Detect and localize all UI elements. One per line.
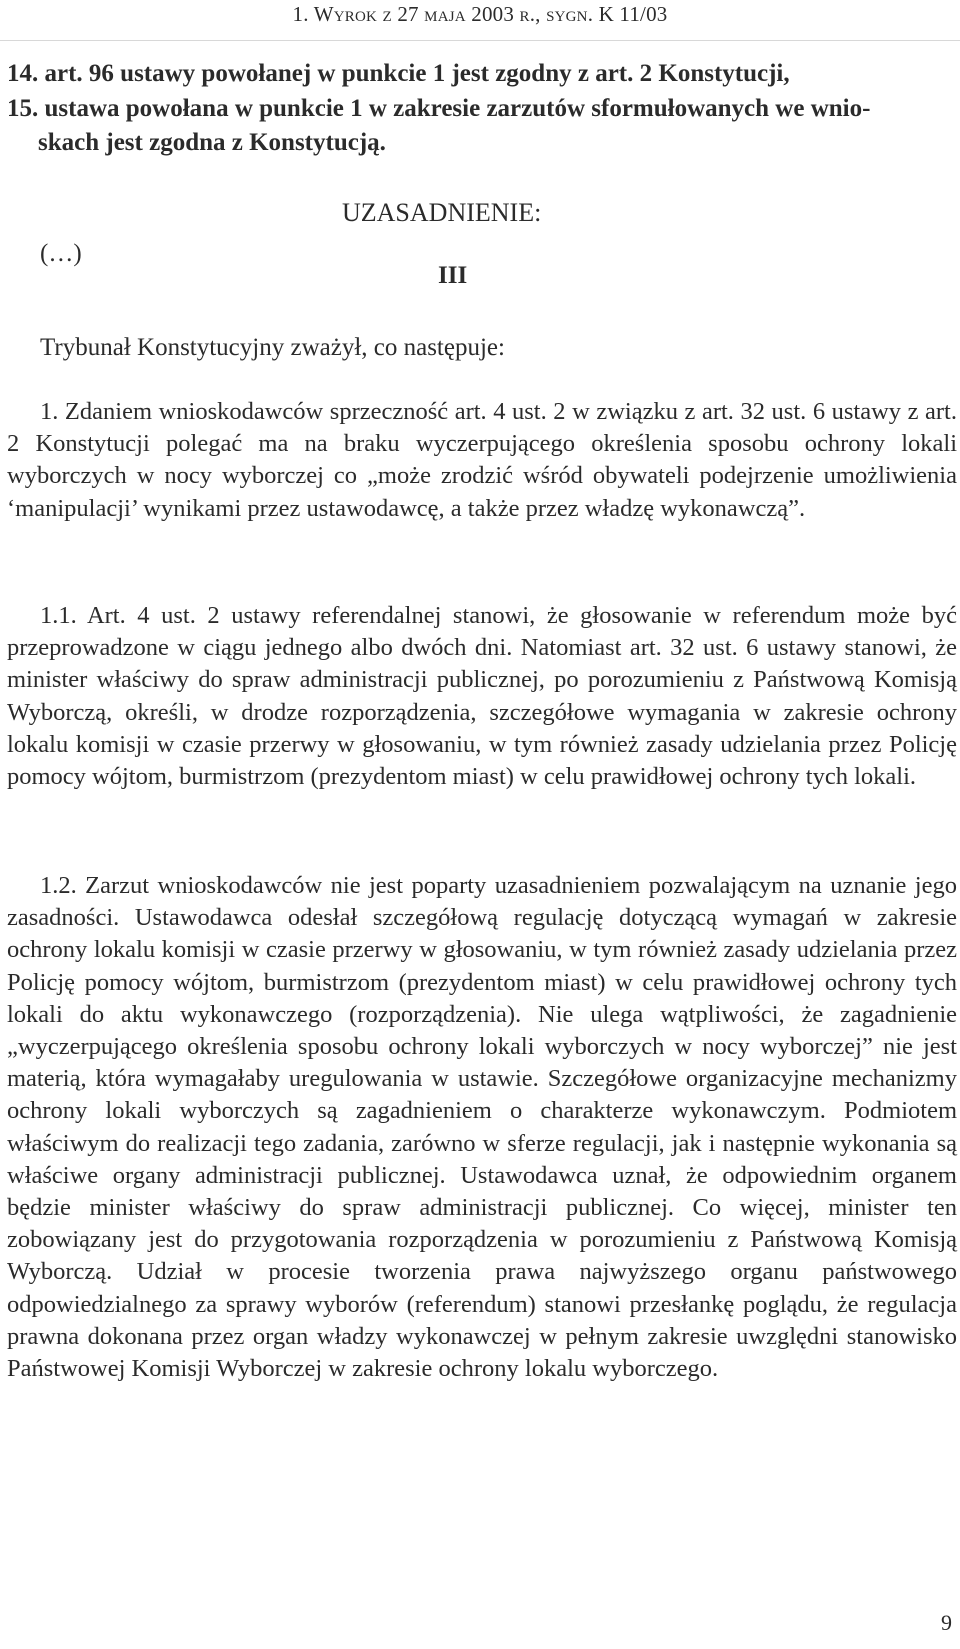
page-number: 9 [941,1610,952,1635]
section-number: III [438,262,468,289]
running-head: 1. Wyrok z 27 maja 2003 r., sygn. K 11/03 [292,2,668,26]
paragraph-1-1: 1.1. Art. 4 ust. 2 ustawy referendalnej stanowi, że głosowanie w referendum może być przeprowadzone w ciągu jednego albo dwóch dni. Natomiast art. 32 ust. 6 ustawy stanowi, że minister właściwy do spraw administracji publicznej, po porozumieniu z Państwową Komisją Wyborczą, określi, w drodze rozporządzenia, szczegółowe wymagania w zakresie ochrony lokalu komisji w czasie przerwy w głosowaniu, w tym również zasady udzielania przez Policję pomocy wójtom, burmistrzom (prezydentom miast) w celu prawidłowej ochrony tych lokali. [7,602,957,791]
intro-line: Trybunał Konstytucyjny zważył, co następuje: [40,334,505,361]
paragraph-1-2: 1.2. Zarzut wnioskodawców nie jest poparty uzasadnieniem pozwalającym na uznanie jego zasadności. Ustawodawca odesłał szczegółową regulację dotyczącą wymagań w zakresie ochrony lokalu komisji w czasie przerwy w głosowaniu, w tym również zasady udzielania przez Policję pomocy wójtom, burmistrzom (prezydentom miast) w celu prawidłowej ochrony tych lokali do aktu wykonawczego (rozporządzenia). Nie ulega wątpliwości, że zagadnienie „wyczerpującego określenia sposobu ochrony lokali wyborczych w nocy wyborczej” nie jest materią, która wymagałaby uregulowania w ustawie. Szczegółowe organizacyjne mechanizmy ochrony lokali wyborczych są zagadnieniem o charakterze wykonawczym. Podmiotem właściwym do realizacji tego zadania, zarówno w sferze regulacji, jak i następnie wykonania są właściwe organy administracji publicznej. Ustawodawca uznał, że odpowiednim organem będzie minister właściwy do spraw administracji publicznej. Co więcej, minister ten zobowiązany jest do przygotowania rozporządzenia w porozumieniu z Państwową Komisją Wyborczą. Udział w procesie tworzenia prawa najwyższego organu państwowego odpowiedzialnego za sprawy wyborów (referendum) stanowi przesłankę poglądu, że regulacja prawna dokonana przez organ władzy wykonawczej w pełnym zakresie uwzględni stanowisko Państwowej Komisji Wyborczej w zakresie ochrony lokalu wyborczego. [7,872,957,1383]
ruling-item-14: 14. art. 96 ustawy powołanej w punkcie 1 jest zgodny z art. 2 Konstytucji, [7,60,790,87]
header-divider [0,40,960,41]
paragraph-1: 1. Zdaniem wnioskodawców sprzeczność art. 4 ust. 2 w związku z art. 32 ust. 6 ustawy z art. 2 Konstytucji polegać ma na braku wyczerpującego określenia sposobu ochrony lokali wyborczych w nocy wyborczej co „może zrodzić wśród obywateli podejrzenie umożliwienia ‘manipulacji’ wynikami przez ustawodawcę, a także przez władzę wykonawczą”. [7,398,957,522]
omission-marker: (…) [40,240,82,267]
ruling-item-15-continuation: skach jest zgodna z Konstytucją. [38,129,386,156]
ruling-item-15: 15. ustawa powołana w punkcie 1 w zakresie zarzutów sformułowanych we wnio- [7,95,871,122]
section-title: UZASADNIENIE: [342,198,542,227]
